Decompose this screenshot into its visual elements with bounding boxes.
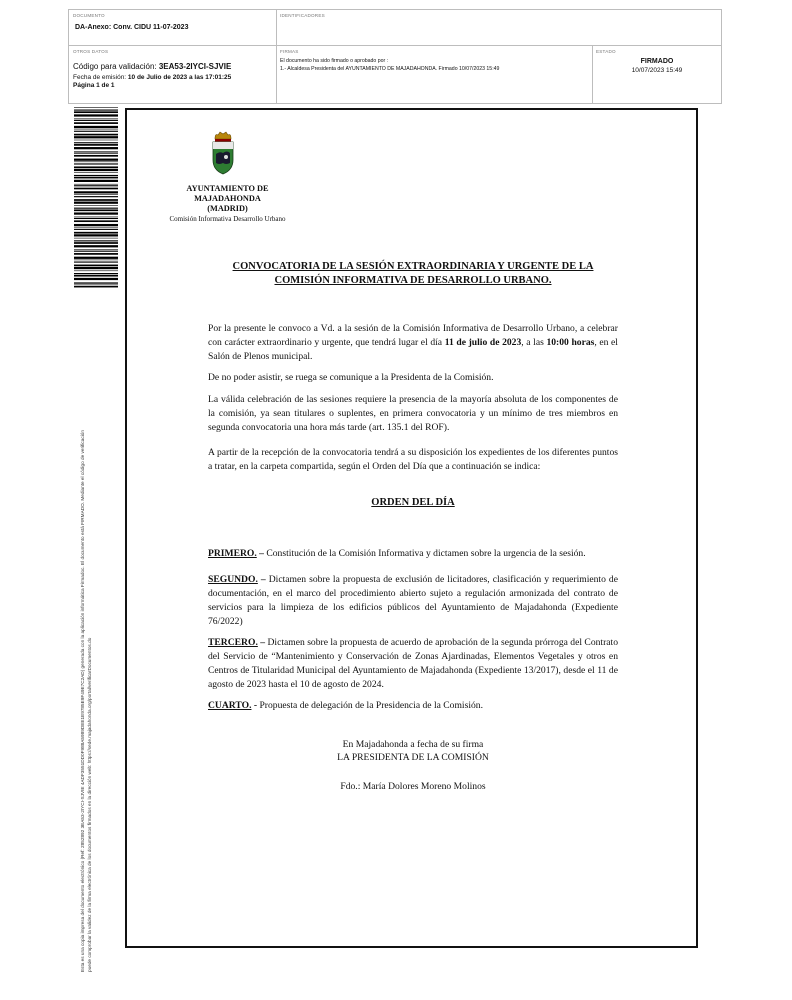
- codigo-label: Código para validación:: [73, 62, 159, 71]
- intro-paragraph-2: De no poder asistir, se ruega se comunique a la Presidenta de la Comisión.: [208, 372, 494, 383]
- codigo-value: 3EA53-2IYCI-SJVIE: [158, 62, 232, 71]
- otros-datos-label: OTROS DATOS: [73, 49, 109, 54]
- side-text-line1: Esta es una copia impresa del documento electrónico (Ref: 2852892 3EA53-2IYCI-SJVIE 4ADF3551DD0F988A5989DEE1E9785E9F49E7C2AD) generada con la aplicación informática Firmadoc. El documento está FIRMADO. Mediante el código de verificación: [80, 430, 85, 972]
- agenda-item: [208, 547, 618, 561]
- agenda-item: [208, 573, 618, 629]
- item-sep: -: [251, 700, 260, 711]
- firmas-line1: El documento ha sido firmado o aprobado por :: [280, 58, 389, 64]
- item-text: Dictamen sobre la propuesta de acuerdo de aprobación de la segunda prórroga del Contrato del Servicio de “Mantenimiento y Conservación de Zonas Ajardinadas, Elementos Vegetales y otros en Centros de Titularidad Municipal del Ayuntamiento de Majadahonda (Expediente 13/2017), desde el 11 de agosto de 2023 hasta el 10 de agosto de 2024.: [208, 637, 619, 690]
- estado-value: FIRMADO: [640, 58, 674, 65]
- item-text: Propuesta de delegación de la Presidencia de la Comisión.: [259, 700, 483, 711]
- agenda-item: [208, 636, 618, 692]
- intro-paragraph-4: A partir de la recepción de la convocatoria tendrá a su disposición los expedientes de los diferentes puntos a tratar, en la carpeta compartida, según el Orden del Día que a continuación se indica:: [208, 447, 618, 472]
- estado-date: 10/07/2023 15:49: [631, 67, 683, 74]
- item-label: CUARTO.: [208, 700, 252, 711]
- letterhead-line3: (MADRID): [207, 204, 248, 213]
- agenda-item: [208, 699, 618, 713]
- title-line1: CONVOCATORIA DE LA SESIÓN EXTRAORDINARIA Y URGENTE DE LA: [232, 261, 594, 272]
- letterhead-line1: AYUNTAMIENTO DE: [186, 184, 269, 193]
- pagina: Página 1 de 1: [73, 82, 115, 89]
- side-text-line2: puede comprobar la validez de la firma electrónica de los documentos firmados en la dirección web: https://sede.majadahonda.org/portal/verificarDocumentos.do: [86, 637, 92, 972]
- closing-place-date: En Majadahonda a fecha de su firma: [342, 739, 484, 750]
- item-label: SEGUNDO.: [208, 574, 258, 585]
- firmas-label: FIRMAS: [280, 49, 299, 54]
- p1-text-c: , en el Salón de Plenos municipal.: [208, 337, 618, 362]
- estado-label: ESTADO: [596, 49, 616, 54]
- signature-name: Fdo.: María Dolores Moreno Molinos: [340, 781, 486, 792]
- item-sep: –: [257, 637, 268, 648]
- fecha-value: 10 de Julio de 2023 a las 17:01:25: [127, 74, 232, 81]
- letterhead: [160, 184, 295, 224]
- item-text: Constitución de la Comisión Informativa y dictamen sobre la urgencia de la sesión.: [266, 548, 586, 559]
- item-sep: –: [257, 574, 269, 585]
- barcode: [74, 107, 118, 289]
- documento-value: DA-Anexo: Conv. CIDU 11-07-2023: [75, 24, 189, 31]
- firmas-line2: 1.- Alcaldesa Presidenta del AYUNTAMIENTO DE MAJADAHONDA. Firmado 10/07/2023 15:49: [280, 66, 500, 72]
- title-line2: COMISIÓN INFORMATIVA DE DESARROLLO URBANO.: [274, 275, 552, 286]
- item-label: TERCERO.: [208, 637, 258, 648]
- intro-paragraph-3: La válida celebración de las sesiones requiere la presencia de la mayoría absoluta de los componentes de la comisión, ya sean titulares o suplentes, en primera convocatoria y un mínimo de tres miembros en segunda convocatoria una hora más tarde (art. 135.1 del ROF).: [208, 394, 618, 433]
- p1-text-a: Por la presente le convoco a Vd. a la sesión de la Comisión Informativa de Desarrollo Urbano, a celebrar con carácter extraordinario y urgente, que tendrá lugar el día: [208, 323, 618, 348]
- documento-label: DOCUMENTO: [73, 13, 105, 18]
- identificadores-label: IDENTIFICADORES: [280, 13, 325, 18]
- fecha-emision: [73, 74, 231, 81]
- p1-text-b: , a las: [521, 337, 547, 348]
- codigo-validacion: [73, 62, 231, 71]
- document-title: [208, 260, 618, 288]
- item-label: PRIMERO.: [208, 548, 257, 559]
- verification-side-text: [80, 290, 100, 972]
- document-page: [125, 108, 698, 948]
- item-text: Dictamen sobre la propuesta de exclusión de licitadores, clasificación y requerimiento de documentación, en el marco del procedimiento abierto sujeto a regulación armonizada del contrato de servicios para la limpieza de los edificios públicos del Ayuntamiento de Majadahonda (Expediente 76/2022): [208, 574, 618, 627]
- coat-of-arms-icon: [210, 130, 236, 176]
- closing-role: LA PRESIDENTA DE LA COMISIÓN: [337, 752, 489, 763]
- session-time: 10:00 horas: [546, 337, 595, 348]
- orden-del-dia-title: ORDEN DEL DÍA: [371, 497, 455, 508]
- intro-paragraph-1: [208, 322, 618, 364]
- signature-header: [68, 9, 722, 104]
- letterhead-line4: Comisión Informativa Desarrollo Urbano: [169, 215, 286, 223]
- letterhead-line2: MAJADAHONDA: [194, 194, 261, 203]
- session-date: 11 de julio de 2023: [444, 337, 522, 348]
- item-sep: –: [256, 548, 267, 559]
- fecha-label: Fecha de emisión:: [73, 74, 128, 81]
